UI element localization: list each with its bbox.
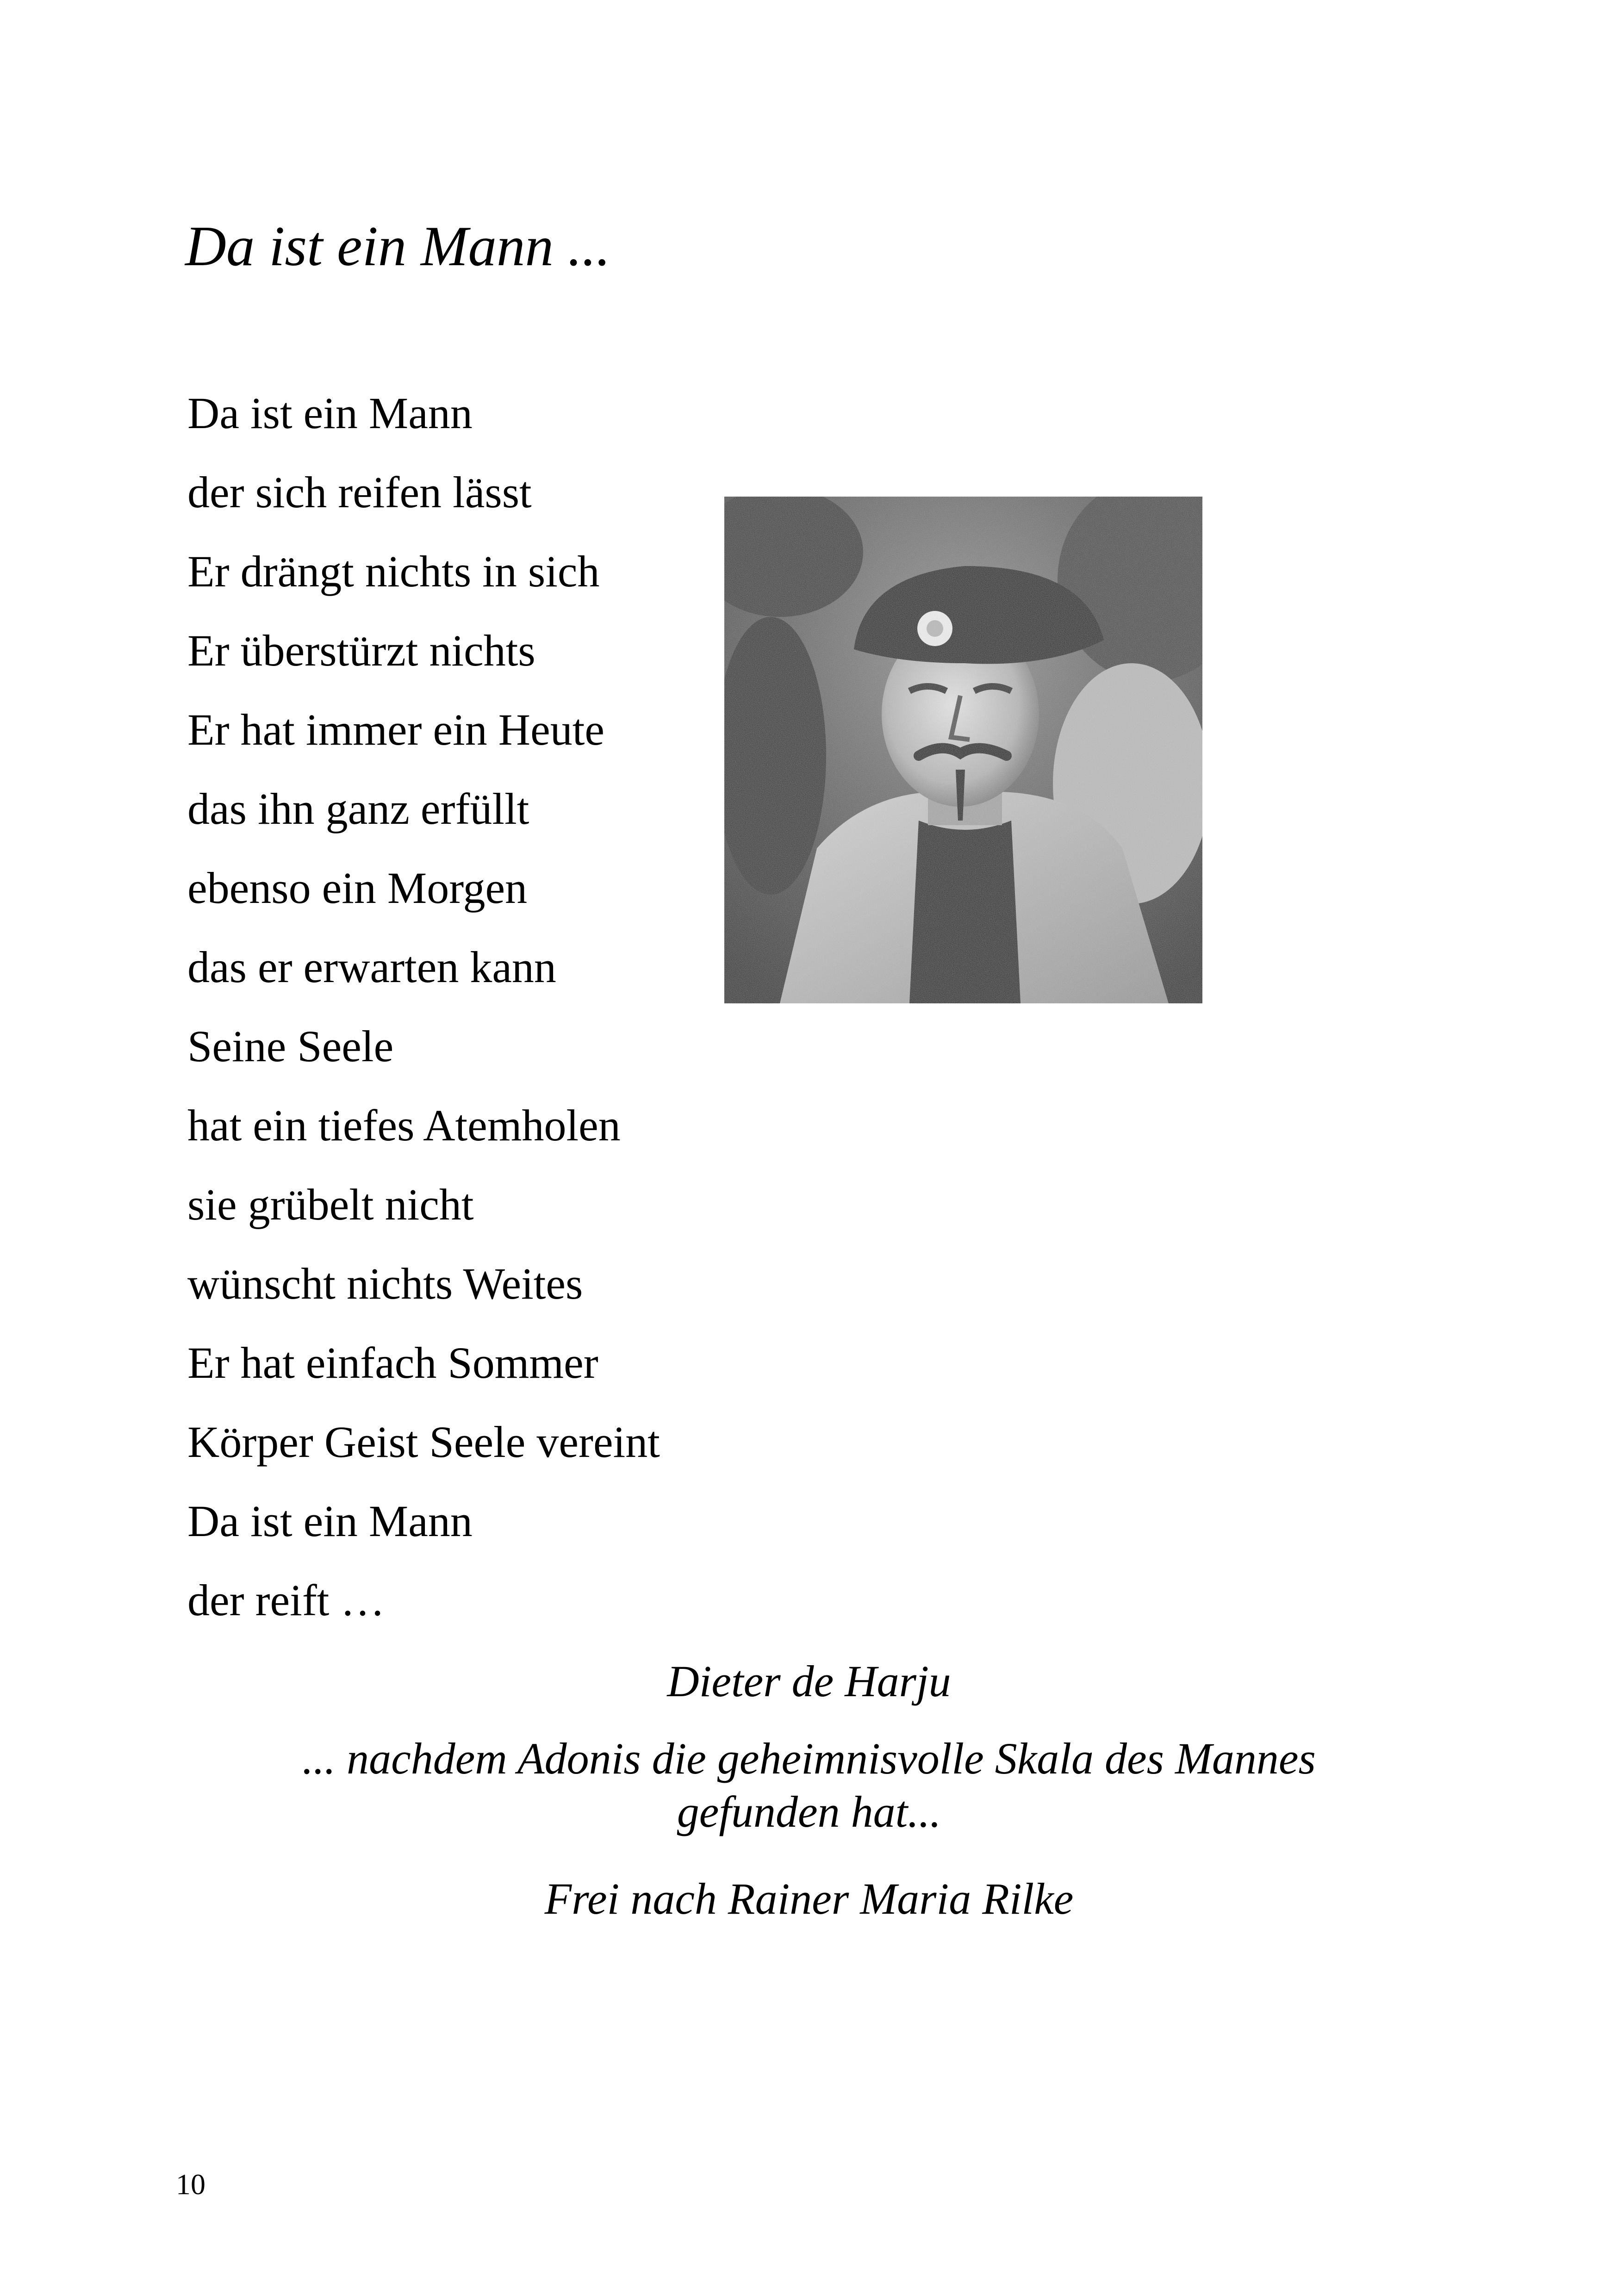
poem-line: der reift …	[187, 1575, 385, 1625]
poem-line: Er überstürzt nichts	[187, 626, 535, 675]
poem-title: Da ist ein Mann ...	[185, 214, 611, 278]
author-name: Dieter de Harju	[667, 1656, 951, 1706]
poem-line: Da ist ein Mann	[187, 388, 473, 438]
poem-line: Da ist ein Mann	[187, 1496, 473, 1546]
attribution: Frei nach Rainer Maria Rilke	[544, 1874, 1074, 1923]
portrait-photo	[724, 497, 1202, 1003]
poem-line: der sich reifen lässt	[187, 467, 532, 517]
poem-line: Körper Geist Seele vereint	[187, 1417, 660, 1467]
note-line-2: gefunden hat...	[677, 1787, 941, 1836]
page-number: 10	[176, 2168, 205, 2201]
poem-line: hat ein tiefes Atemholen	[187, 1101, 621, 1150]
poem-line: ebenso ein Morgen	[187, 863, 528, 913]
poem-line: Er hat immer ein Heute	[187, 705, 604, 754]
note-line-1: ... nachdem Adonis die geheimnisvolle Skala des Mannes	[302, 1734, 1316, 1783]
poem-line: Seine Seele	[187, 1021, 394, 1071]
poem-line: das ihn ganz erfüllt	[187, 784, 529, 834]
poem-line: sie grübelt nicht	[187, 1180, 474, 1229]
poem-line: Er drängt nichts in sich	[187, 547, 600, 596]
poem-line: das er erwarten kann	[187, 942, 556, 992]
poem-line: Er hat einfach Sommer	[187, 1338, 598, 1388]
poem-line: wünscht nichts Weites	[187, 1259, 583, 1308]
